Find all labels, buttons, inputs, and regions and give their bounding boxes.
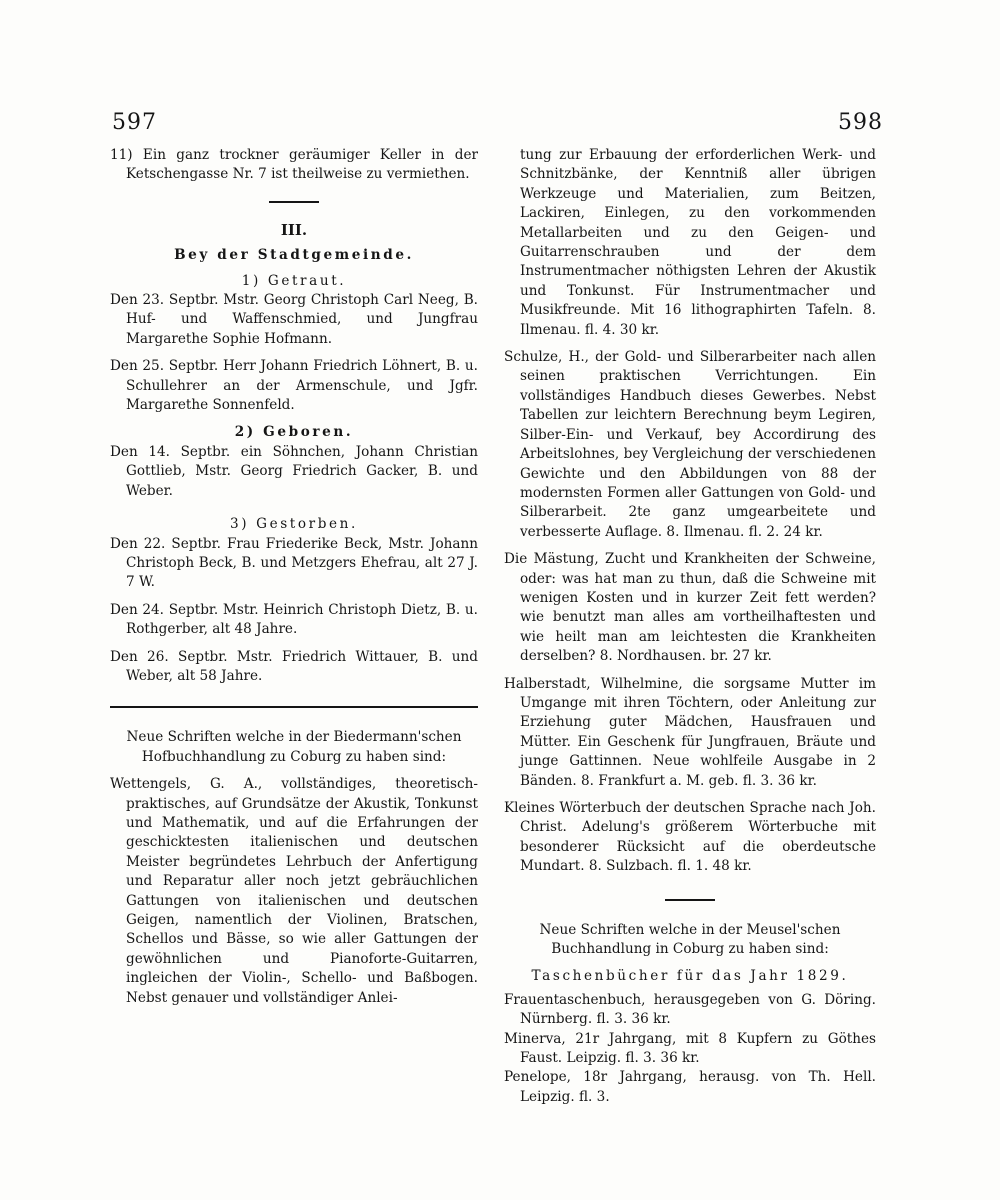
book-entry-wettengels: Wettengels, G. A., vollständiges, theoretisch-praktisches, auf Grundsätze der Akustik, Tonkunst und Mathematik, und auf die Erfahrungen der geschicktesten italienischen und deutschen Meister begründetes Lehrbuch der Anfertigung und Reparatur aller noch jetzt gebräuchlichen Gattungen von italienischen und deutschen Geigen, namentlich der Violinen, Bratschen, Schellos und Bässe, so wie aller Gattungen der gewöhnlichen und Pianoforte-Guitarren, ingleichen der Violin-, Schello- und Baßbogen. Nebst genauer und vollständiger Anlei- [110,776,478,1006]
book-entry: Die Mästung, Zucht und Krankheiten der Schweine, oder: was hat man zu thun, daß die Schweine mit wenigen Kosten und in kurzer Zeit fett werden? wie benutzt man alles am vortheilhaftesten und wie heilt man am leichtesten die Krankheiten derselben? 8. Nordhausen. br. 27 kr. [504,551,876,665]
book-entry: Schulze, H., der Gold- und Silberarbeiter nach allen seinen praktischen Verrichtungen. Ein vollständiges Handbuch dieses Gewerbes. Nebst Tabellen zur leichtern Berechnung beym Legiren, Silber-Ein- und Verkauf, bey Accordirung des Arbeitslohnes, bey Vergleichung der verschiedenen Gewichte und den Abbildungen von 88 der modernsten Formen aller Gattungen von Gold- und Silberarbeit. 2te ganz umgearbeitete und verbesserte Auflage. 8. Ilmenau. fl. 2. 24 kr. [504,349,876,540]
almanac-entry: Penelope, 18r Jahrgang, herausg. von Th. Hell. Leipzig. fl. 3. [504,1069,876,1105]
notice-heading-meusel: Neue Schriften welche in der Meusel'schen Buchhandlung in Coburg zu haben sind: [539,921,841,958]
born-heading: 2) Geboren. [234,424,354,441]
section-numeral: III. [280,220,308,239]
page-number-right: 598 [838,110,883,135]
died-entry: Den 22. Septbr. Frau Friederike Beck, Mstr. Johann Christoph Beck, B. und Metzgers Ehefrau, alt 27 J. 7 W. [110,535,478,591]
book-entry: Kleines Wörterbuch der deutschen Sprache nach Joh. Christ. Adelung's größerem Wörterbuche mit besonderer Rücksicht auf die oberdeutsche Mundart. 8. Sulzbach. fl. 1. 48 kr. [504,800,876,875]
almanac-entry: Minerva, 21r Jahrgang, mit 8 Kupfern zu Göthes Faust. Leipzig. fl. 3. 36 kr. [504,1030,876,1067]
married-entry: Den 25. Septbr. Herr Johann Friedrich Löhnert, B. u. Schullehrer an der Armenschule, und Jgfr. Margarethe Sonnenfeld. [110,358,478,414]
married-heading: 1) Getraut. [241,272,347,289]
notice-heading-biedermann: Neue Schriften welche in der Biedermann'schen Hofbuchhandlung zu Coburg zu haben sind: [126,729,462,765]
died-entry: Den 24. Septbr. Mstr. Heinrich Christoph Dietz, B. u. Rothgerber, alt 48 Jahre. [110,601,478,638]
section-title: Bey der Stadtgemeinde. [174,247,414,264]
almanac-entry: Frauentaschenbuch, herausgegeben von G. Döring. Nürnberg. fl. 3. 36 kr. [504,991,876,1028]
page-number-left: 597 [112,110,157,135]
left-column [110,146,478,1008]
married-entry: Den 23. Septbr. Mstr. Georg Christoph Carl Neeg, B. Huf- und Waffenschmied, und Jungfrau Margarethe Sophie Hofmann. [110,292,478,347]
book-entry-wettengels-continued: tung zur Erbauung der erforderlichen Werk- und Schnitzbänke, der Kenntniß aller übrigen Werkzeuge und Materialien, zum Beitzen, Lackiren, Einlegen, zu den vorkommenden Metallarbeiten und zu den Geigen- und Guitarrenschrauben und der dem Instrumentmacher nöthigsten Lehren der Akustik und Tonkunst. Für Instrumentmacher und Musikfreunde. Mit 16 lithographirten Tafeln. 8. Ilmenau. fl. 4. 30 kr. [520,147,876,338]
died-heading: 3) Gestorben. [230,516,358,533]
born-entry: Den 14. Septbr. ein Söhnchen, Johann Christian Gottlieb, Mstr. Georg Friedrich Gacker, B. und Weber. [110,443,478,499]
died-entry: Den 26. Septbr. Mstr. Friedrich Wittauer, B. und Weber, alt 58 Jahre. [110,648,478,684]
book-entry: Halberstadt, Wilhelmine, die sorgsame Mutter im Umgange mit ihren Töchtern, oder Anleitung zur Erziehung guter Mädchen, Hausfrauen und Mütter. Ein Geschenk für Jungfrauen, Bräute und junge Gattinnen. Neue wohlfeile Ausgabe in 2 Bänden. 8. Frankfurt a. M. geb. fl. 3. 36 kr. [504,675,876,789]
right-column [504,146,876,1107]
almanac-subheading: Taschenbücher für das Jahr 1829. [531,968,849,985]
notice-item-11: 11) Ein ganz trockner geräumiger Keller in der Ketschengasse Nr. 7 ist theilweise zu vermiethen. [110,147,478,183]
